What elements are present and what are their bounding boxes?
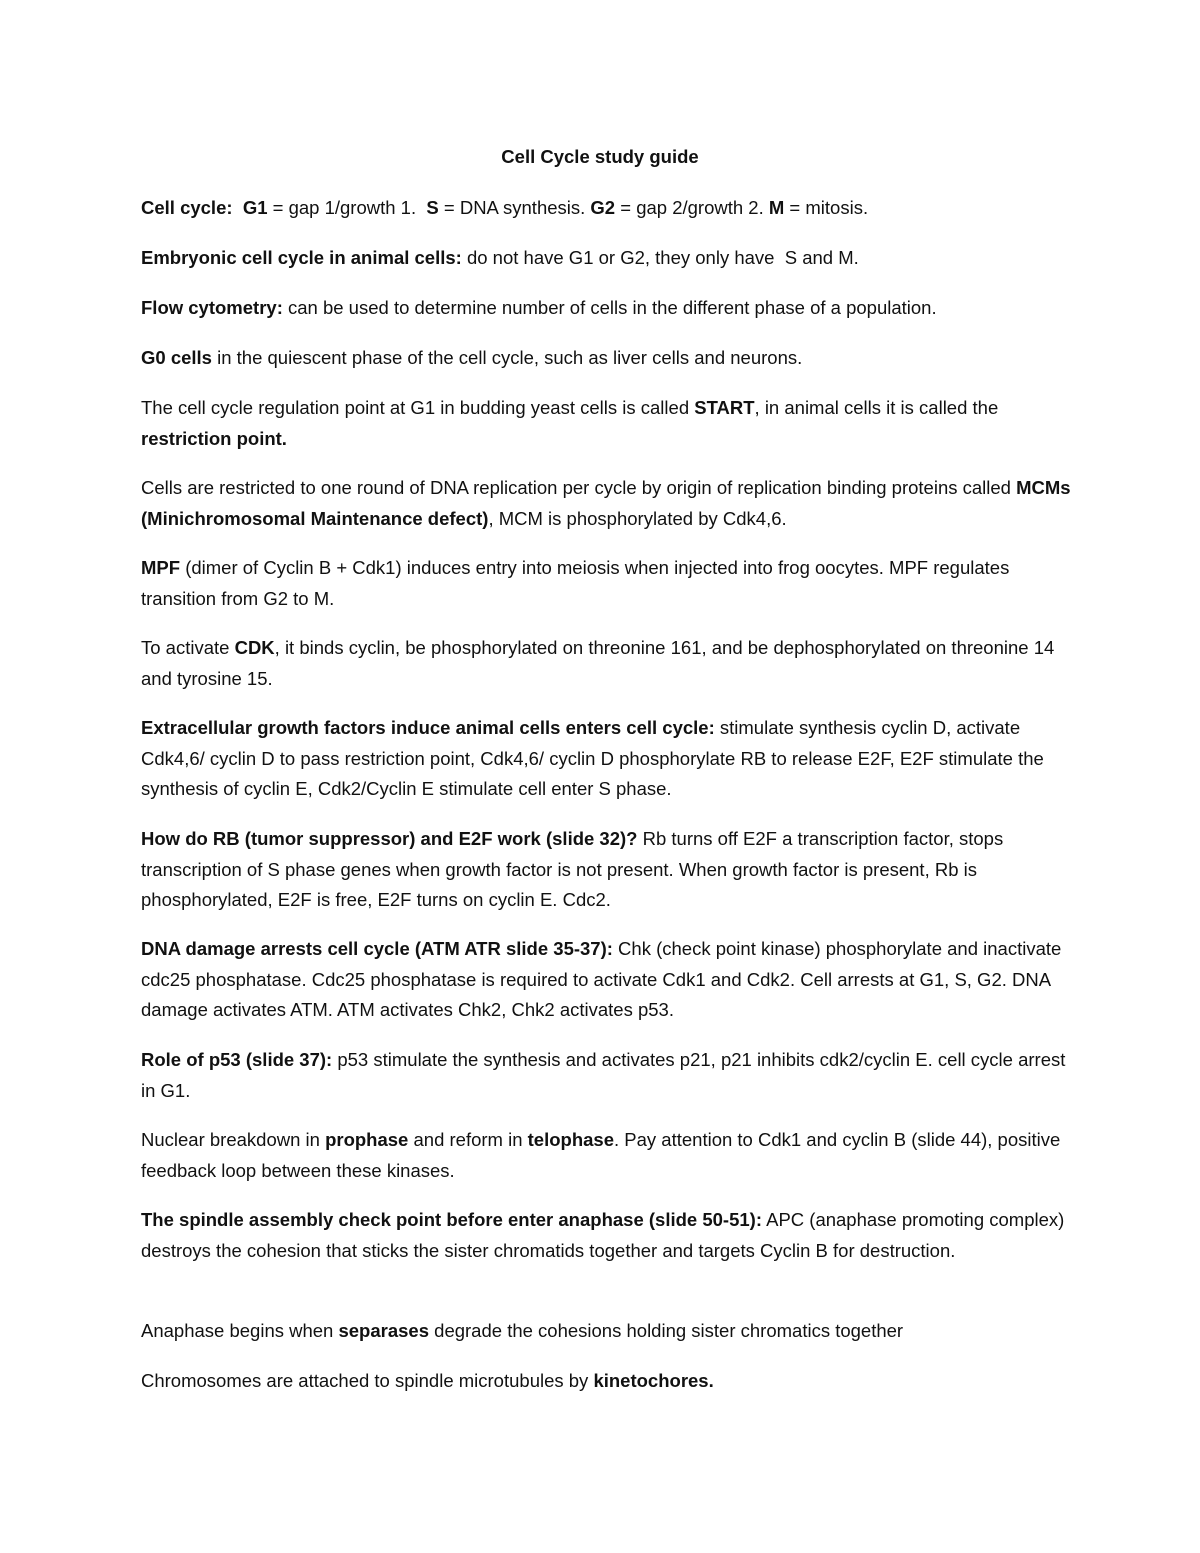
paragraph-cell-cycle — [141, 193, 1071, 224]
paragraph-rb-e2f — [141, 824, 1071, 916]
paragraph-anaphase — [141, 1316, 1071, 1347]
term-label: prophase — [325, 1129, 409, 1150]
text-run: Nuclear breakdown in — [141, 1129, 326, 1150]
term-label: separases — [338, 1320, 430, 1341]
paragraph-p53 — [141, 1045, 1071, 1106]
term-label: MCMs (Minichromosomal Maintenance defect) — [141, 477, 1076, 529]
paragraph-regulation-point — [141, 393, 1071, 454]
paragraph-nuclear-breakdown — [141, 1125, 1071, 1186]
paragraph-kinetochores — [141, 1366, 1071, 1397]
text-run: APC (anaphase promoting complex) destroys the cohesion that sticks the sister chromatids together and targets Cyclin B for destruction. — [141, 1209, 1070, 1261]
term-label: kinetochores. — [593, 1370, 714, 1391]
paragraph-mpf — [141, 553, 1071, 614]
term-label: Cell cycle: — [141, 197, 233, 218]
paragraph-embryonic — [141, 243, 1071, 274]
paragraph-growth-factors — [141, 713, 1071, 805]
term-label: M — [768, 197, 785, 218]
text-run: The cell cycle regulation point at G1 in budding yeast cells is called — [141, 397, 695, 418]
text-run: , it binds cyclin, be phosphorylated on threonine 161, and be dephosphorylated on threonine 14 and tyrosine 15. — [141, 637, 1060, 689]
term-label: S — [426, 197, 439, 218]
paragraph-activate-cdk — [141, 633, 1071, 694]
text-run: = mitosis. — [784, 197, 869, 218]
text-run: = gap 2/growth 2. — [615, 197, 769, 218]
page-title: Cell Cycle study guide — [501, 146, 699, 167]
term-label: How do RB (tumor suppressor) and E2F work (slide 32)? — [141, 828, 638, 849]
text-run: do not have G1 or G2, they only have S and M. — [461, 247, 859, 268]
text-run: stimulate synthesis cyclin D, activate Cdk4,6/ cyclin D to pass restriction point, Cdk4,6/ cyclin D phosphorylate RB to release E2F, E2F stimulate the synthesis of cyclin E, Cdk2/Cyclin E stimulate cell enter S phase. — [141, 717, 1049, 799]
text-run: degrade the cohesions holding sister chromatics together — [429, 1320, 904, 1341]
term-label: Extracellular growth factors induce animal cells enters cell cycle: — [141, 717, 715, 738]
text-run: Chk (check point kinase) phosphorylate and inactivate cdc25 phosphatase. Cdc25 phosphatase is required to activate Cdk1 and Cdk2. Cell arrests at G1, S, G2. DNA damage activates ATM. ATM activates Chk2, Chk2 activates p53. — [141, 938, 1067, 1020]
term-label: G2 — [590, 197, 616, 218]
term-label: START — [694, 397, 755, 418]
text-run: = DNA synthesis. — [438, 197, 591, 218]
text-run: p53 stimulate the synthesis and activates p21, p21 inhibits cdk2/cyclin E. cell cycle arrest in G1. — [141, 1049, 1071, 1101]
term-label: G1 — [242, 197, 268, 218]
text-run: , MCM is phosphorylated by Cdk4,6. — [488, 507, 787, 529]
term-label: CDK — [234, 637, 275, 658]
term-label: restriction point. — [141, 427, 287, 449]
paragraph-flow-cytometry — [141, 293, 1071, 324]
paragraph-g0-cells — [141, 343, 1071, 374]
term-label: Flow cytometry: — [141, 297, 283, 318]
term-label: Embryonic cell cycle in animal cells: — [141, 247, 462, 268]
text-run: , in animal cells it is called the — [754, 397, 1004, 418]
text-run: Rb turns off E2F a transcription factor, stops transcription of S phase genes when growth factor is not present. When growth factor is present, Rb is phosphorylated, E2F is free, E2F turns on cyclin E. Cdc2. — [141, 828, 1009, 910]
text-run: To activate — [141, 637, 235, 658]
term-label: telophase — [527, 1129, 614, 1150]
text-run: in the quiescent phase of the cell cycle, such as liver cells and neurons. — [211, 347, 803, 368]
text-run: = gap 1/growth 1. — [267, 197, 427, 218]
text-run: Anaphase begins when — [141, 1320, 339, 1341]
term-label: Role of p53 (slide 37): — [141, 1049, 333, 1070]
text-run: Chromosomes are attached to spindle microtubules by — [141, 1370, 594, 1391]
text-run: can be used to determine number of cells in the different phase of a population. — [282, 297, 937, 318]
term-label: MPF — [141, 557, 181, 578]
term-label: The spindle assembly check point before enter anaphase (slide 50-51): — [141, 1209, 762, 1230]
paragraph-dna-damage — [141, 934, 1071, 1026]
paragraph-spindle-checkpoint — [141, 1205, 1071, 1266]
text-run: Cells are restricted to one round of DNA replication per cycle by origin of replication binding proteins called — [141, 477, 1017, 498]
text-run: (dimer of Cyclin B + Cdk1) induces entry into meiosis when injected into frog oocytes. MPF regulates transition from G2 to M. — [141, 557, 1015, 609]
text-run: . Pay attention to Cdk1 and cyclin B (slide 44), positive feedback loop between these kinases. — [141, 1129, 1066, 1181]
text-run: and reform in — [408, 1129, 528, 1150]
text-run — [233, 197, 243, 218]
paragraph-dna-replication — [141, 473, 1076, 534]
term-label: G0 cells — [141, 347, 212, 368]
term-label: DNA damage arrests cell cycle (ATM ATR slide 35-37): — [141, 938, 613, 959]
